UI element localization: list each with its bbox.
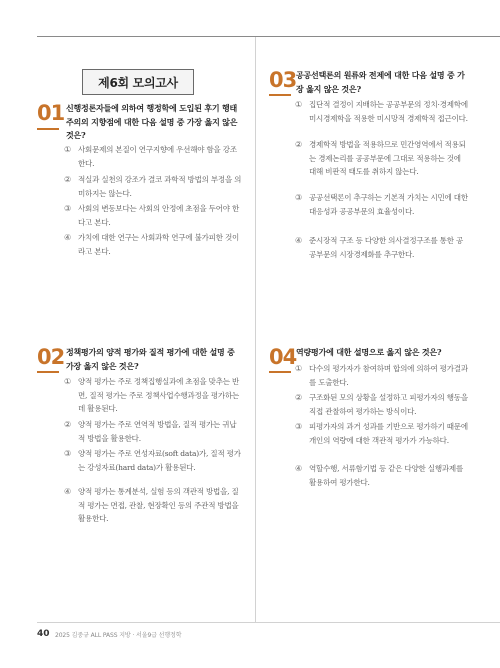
exam-title: 제6회 모의고사 [98,75,178,90]
option-1[interactable] [295,98,469,125]
option-marker: ② [64,420,71,429]
question-stem: 공공선택론의 원류와 전제에 대한 다음 설명 중 가장 옳지 않은 것은? [296,70,465,94]
option-1[interactable] [64,375,242,416]
option-marker: ④ [295,464,302,473]
option-text: 양적 평가는 주로 연역적 방법을, 질적 평가는 귀납적 방법을 활용한다. [78,420,237,443]
option-3[interactable] [64,202,242,229]
option-4[interactable] [295,462,469,489]
option-marker: ① [295,364,302,373]
option-text: 다수의 평가자가 참여하며 합의에 의하여 평가결과를 도출한다. [309,364,468,387]
option-marker: ② [64,175,71,184]
top-rule [37,36,500,37]
option-marker: ③ [295,422,302,431]
option-1[interactable] [64,143,242,170]
column-divider [255,37,256,622]
option-marker: ③ [295,193,302,202]
option-text: 구조화된 모의 상황을 설정하고 피평가자의 행동을 직접 관찰하여 평가하는 방식이다. [309,393,468,416]
option-marker: ① [64,377,71,386]
question-number-underline [37,371,59,373]
option-marker: ③ [64,449,71,458]
question-number: 03 [269,68,297,92]
option-marker: ① [64,145,71,154]
question-number: 02 [37,345,65,369]
option-text: 적실과 실천의 강조가 결코 과학적 방법의 부정을 의미하지는 않는다. [78,175,242,198]
question-number: 01 [37,101,65,125]
option-2[interactable] [295,391,469,418]
option-text: 가치에 대한 연구는 사회과학 연구에 불가피한 것이라고 본다. [78,233,240,256]
question-number-underline [269,94,291,96]
option-marker: ③ [64,204,71,213]
option-2[interactable] [64,173,242,200]
option-text: 피평가자의 과거 성과를 기반으로 평가하기 때문에 개인의 역량에 대한 객관적 평가가 가능하다. [309,422,468,445]
option-marker: ④ [295,236,302,245]
option-text: 사회의 변동보다는 사회의 안정에 초점을 두어야 한다고 본다. [78,204,240,227]
question-stem: 정책평가의 양적 평가와 질적 평가에 대한 설명 중 가장 옳지 않은 것은? [66,347,235,371]
question-number-underline [269,371,291,373]
option-2[interactable] [64,418,242,445]
option-marker: ④ [64,233,71,242]
option-text: 양적 평가는 주로 연성자료(soft data)가, 질적 평가는 강성자료(hard data)가 활용된다. [78,449,241,472]
question-number: 04 [269,345,297,369]
option-3[interactable] [295,420,469,447]
exam-title-box [82,69,194,95]
question-stem: 신행정론자들에 의하여 행정학에 도입된 후기 행태주의의 지향점에 대한 다음 설명 중 가장 옳지 않은 것은? [66,103,238,140]
option-1[interactable] [295,362,469,389]
option-text: 양적 평가는 통계분석, 실험 등의 객관적 방법을, 질적 평가는 면접, 관찰, 현장확인 등의 주관적 방법을 활용한다. [78,487,239,523]
option-marker: ② [295,140,302,149]
option-3[interactable] [295,191,469,218]
question-stem: 역량평가에 대한 설명으로 옳지 않은 것은? [296,347,442,357]
option-2[interactable] [295,138,469,179]
option-marker: ① [295,100,302,109]
option-text: 경제학적 방법을 적용하므로 민간영역에서 적용되는 경제논리를 공공부문에 그대로 적용하는 것에 대해 비판적 태도를 취하지 않는다. [309,140,466,176]
option-text: 역할수행, 서류함기법 등 같은 다양한 실행과제를 활용하여 평가한다. [309,464,464,487]
option-3[interactable] [64,447,242,474]
option-marker: ④ [64,487,71,496]
option-4[interactable] [295,234,469,261]
bottom-rule [37,622,500,623]
page-number: 40 [37,629,50,639]
option-text: 사회문제의 본질이 연구지향에 우선해야 함을 강조한다. [78,145,237,168]
option-text: 양적 평가는 주로 정책집행실과에 초점을 맞추는 반면, 질적 평가는 주로 정책사업수행과정을 평가하는데 활용된다. [78,377,240,413]
option-marker: ② [295,393,302,402]
option-text: 준시장적 구조 등 다양한 의사결정구조를 통한 공공부문의 시장경제화를 추구한다. [309,236,464,259]
option-text: 공공선택론이 추구하는 기본적 가치는 시민에 대한 대응성과 공공부문의 효율성이다. [309,193,468,216]
running-footer: 2025 김중규 ALL PASS 지방 · 서울9급 선행정학 [55,632,182,639]
option-4[interactable] [64,231,242,258]
option-4[interactable] [64,485,242,526]
option-text: 집단적 결정이 지배하는 공공부문의 정치·경제학에 미시경제학을 적용한 미시망적 경제학적 접근이다. [309,100,468,123]
question-number-underline [37,128,59,130]
